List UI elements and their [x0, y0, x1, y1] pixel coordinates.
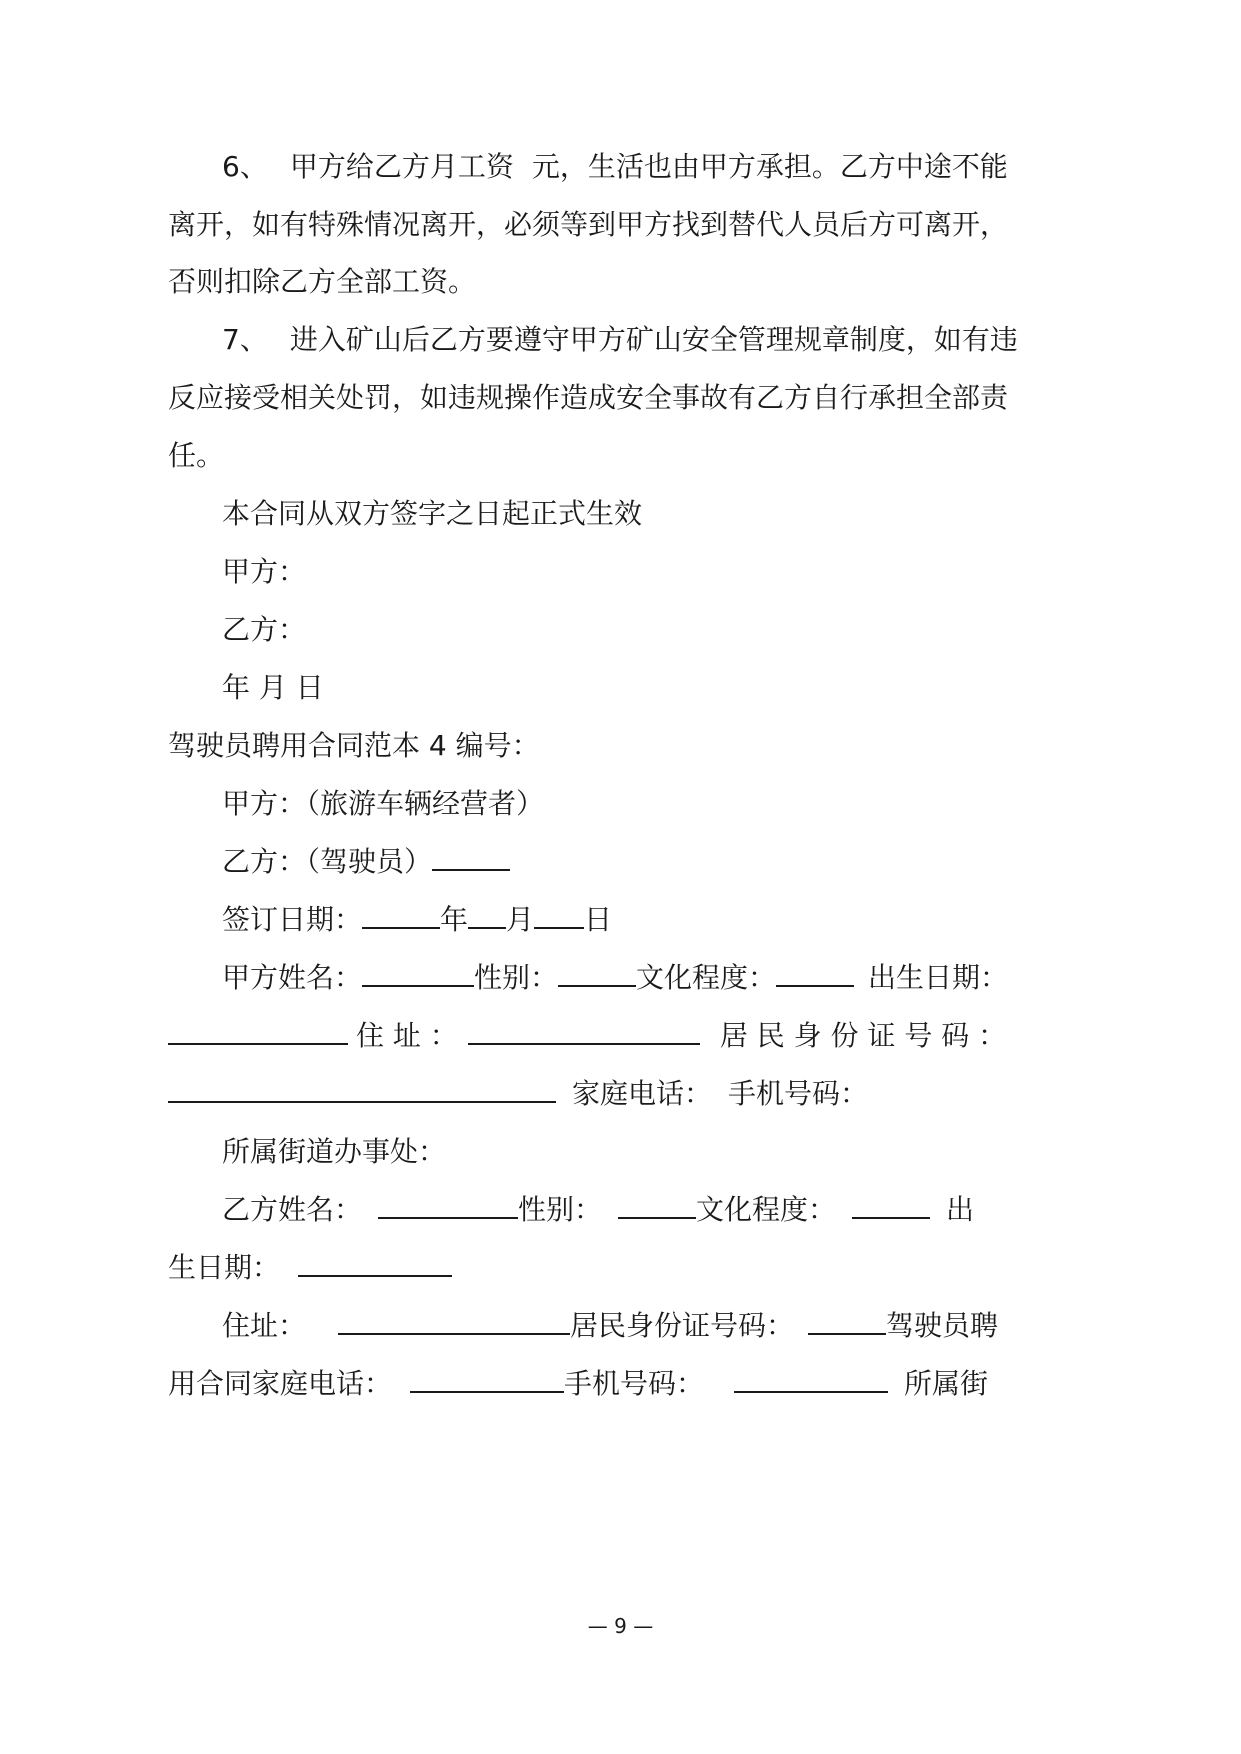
blank-field	[808, 1307, 886, 1335]
blank-field	[168, 1075, 556, 1103]
gender-b-label: 性别：	[518, 1193, 603, 1226]
party-a-info-line1	[222, 958, 1008, 998]
blank-field	[618, 1191, 696, 1219]
clause6-line2: 离开，如有特殊情况离开，必须等到甲方找到替代人员后方可离开，	[168, 208, 1009, 241]
blank-field	[338, 1307, 570, 1335]
blank-field	[410, 1365, 564, 1393]
sign-date-label: 签订日期：	[222, 903, 363, 936]
gender-label: 性别：	[474, 961, 559, 994]
tail-a-text: 驾驶员聘	[886, 1309, 999, 1342]
blank-field	[852, 1191, 930, 1219]
mobile-b-label: 手机号码：	[564, 1367, 705, 1400]
clause6-text-a: 甲方给乙方月工资	[289, 150, 514, 183]
clause7-number: 7、	[222, 323, 268, 356]
party-b-info-line3	[222, 1306, 998, 1346]
district-b-label: 所属街	[904, 1367, 989, 1400]
birth-b-label-part1: 出	[946, 1193, 975, 1226]
birth-b-label-part2: 生日期：	[168, 1251, 281, 1284]
clause6-number: 6、	[222, 150, 268, 183]
day-label: 日	[584, 903, 613, 936]
sign-date-line	[222, 900, 612, 940]
blank-field	[534, 901, 584, 929]
district-line: 所属街道办事处：	[222, 1135, 447, 1168]
id-number-b-label: 居民身份证号码：	[570, 1309, 795, 1342]
party-b-info-line4	[168, 1364, 988, 1404]
tail-b-text: 用合同家庭电话：	[168, 1367, 393, 1400]
date-line: 年 月 日	[222, 671, 324, 704]
blank-field	[468, 1017, 700, 1045]
a-name-label: 甲方姓名：	[222, 961, 363, 994]
blank-field	[362, 901, 440, 929]
clause7-text: 进入矿山后乙方要遵守甲方矿山安全管理规章制度，如有违	[289, 323, 1018, 356]
effective-statement: 本合同从双方签字之日起正式生效	[222, 497, 643, 530]
id-number-label: 居 民 身 份 证 号 码 ：	[719, 1019, 1007, 1052]
party-b-signature: 乙方：	[222, 613, 307, 646]
party-a-info-line2	[168, 1016, 1006, 1056]
clause6-line1	[222, 147, 1008, 187]
address-b-label: 住址：	[222, 1309, 307, 1342]
birth-label: 出生日期：	[868, 961, 1009, 994]
home-phone-label: 家庭电话：	[572, 1077, 713, 1110]
education-label: 文化程度：	[636, 961, 777, 994]
clause6-line3: 否则扣除乙方全部工资。	[168, 265, 477, 298]
contract4-party-b: 乙方：（驾驶员）	[222, 845, 433, 878]
blank-field	[558, 959, 636, 987]
party-b-info-line1	[222, 1190, 974, 1230]
clause7-line3: 任。	[168, 439, 225, 472]
education-b-label: 文化程度：	[696, 1193, 837, 1226]
blank-field	[734, 1365, 888, 1393]
blank-field	[432, 843, 510, 871]
contract4-party-a: 甲方：（旅游车辆经营者）	[222, 787, 545, 820]
contract4-party-b-line	[222, 842, 510, 882]
party-a-signature: 甲方：	[222, 555, 307, 588]
address-label: 住 址 ：	[356, 1019, 458, 1052]
blank-field	[776, 959, 854, 987]
party-a-info-line3	[168, 1074, 868, 1114]
clause7-line1	[222, 320, 1018, 360]
b-name-label: 乙方姓名：	[222, 1193, 363, 1226]
year-label: 年	[440, 903, 469, 936]
mobile-label: 手机号码：	[728, 1077, 869, 1110]
clause6-text-b: 元，生活也由甲方承担。乙方中途不能	[531, 150, 1008, 183]
page-number: — 9 —	[587, 1614, 654, 1638]
clause7-line2: 反应接受相关处罚，如违规操作造成安全事故有乙方自行承担全部责	[168, 381, 1009, 414]
blank-field	[362, 959, 474, 987]
blank-field	[168, 1017, 348, 1045]
party-b-info-line2	[168, 1248, 452, 1288]
blank-field	[298, 1249, 452, 1277]
blank-field	[468, 901, 506, 929]
contract4-title: 驾驶员聘用合同范本 4 编号：	[168, 729, 540, 762]
blank-field	[378, 1191, 518, 1219]
month-label: 月	[506, 903, 535, 936]
